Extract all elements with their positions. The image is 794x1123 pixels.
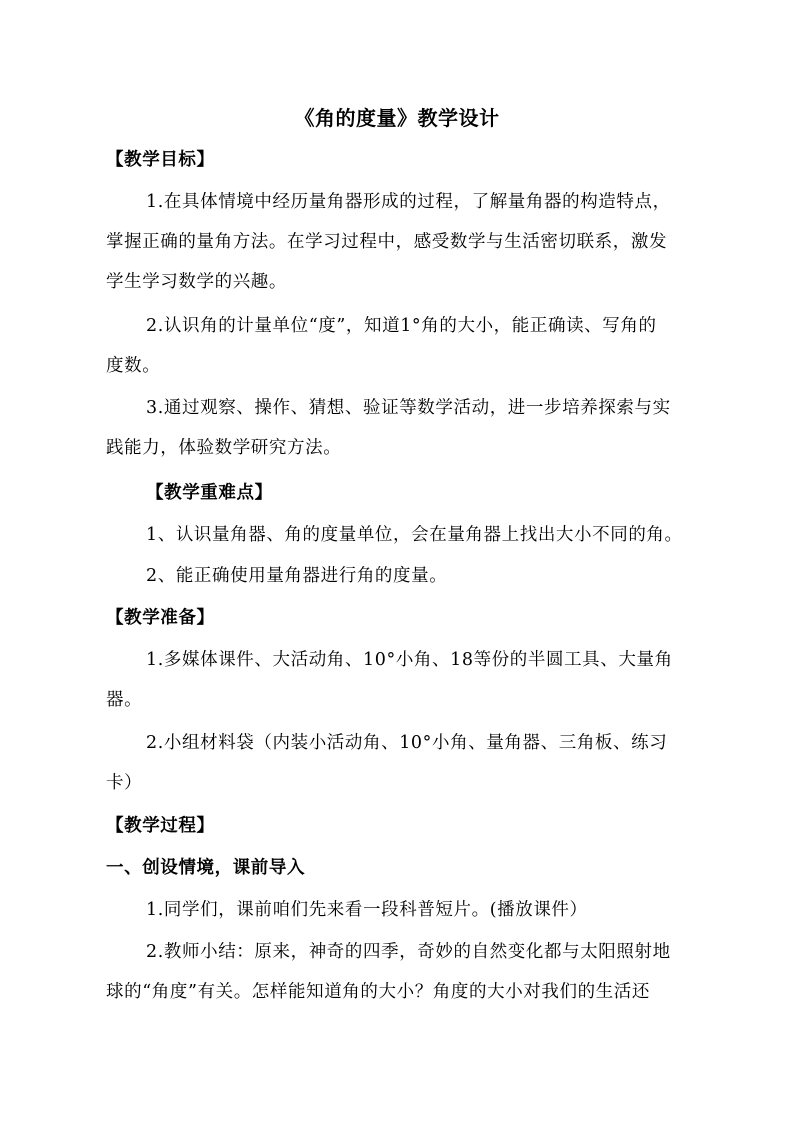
objective-1-line-2: 掌握正确的量角方法。在学习过程中，感受数学与生活密切联系，激发 xyxy=(106,232,668,252)
key-points-heading: 【教学重难点】 xyxy=(146,483,273,503)
objective-1-line-3: 学生学习数学的兴趣。 xyxy=(106,272,287,292)
objective-2-line-1: 2.认识角的计量单位“度”，知道1°角的大小，能正确读、写角的 xyxy=(146,316,657,336)
preparation-heading: 【教学准备】 xyxy=(106,608,215,628)
process-item-2-line-1: 2.教师小结：原来，神奇的四季，奇妙的自然变化都与太阳照射地 xyxy=(146,942,671,962)
preparation-1-line-2: 器。 xyxy=(106,690,143,710)
process-heading: 【教学过程】 xyxy=(106,816,215,836)
preparation-1-line-1: 1.多媒体课件、大活动角、10°小角、18等份的半圆工具、大量角 xyxy=(146,650,673,670)
process-item-2-line-2: 球的“角度”有关。怎样能知道角的大小？角度的大小对我们的生活还 xyxy=(106,982,650,1002)
objective-1-line-1: 1.在具体情境中经历量角器形成的过程，了解量角器的构造特点， xyxy=(146,192,671,212)
key-point-2: 2、能正确使用量角器进行角的度量。 xyxy=(146,566,448,586)
objective-3-line-2: 践能力，体验数学研究方法。 xyxy=(106,438,342,458)
document-title: 《角的度量》教学设计 xyxy=(294,106,500,130)
preparation-2-line-1: 2.小组材料袋（内装小活动角、10°小角、量角器、三角板、练习 xyxy=(146,733,668,753)
section-1-heading: 一、创设情境，课前导入 xyxy=(106,858,306,878)
objective-3-line-1: 3.通过观察、操作、猜想、验证等数学活动，进一步培养探索与实 xyxy=(146,398,671,418)
preparation-2-line-2: 卡） xyxy=(106,773,143,793)
key-point-1: 1、认识量角器、角的度量单位，会在量角器上找出大小不同的角。 xyxy=(146,525,683,545)
objective-2-line-2: 度数。 xyxy=(106,356,161,376)
objectives-heading: 【教学目标】 xyxy=(106,150,215,170)
process-item-1: 1.同学们，课前咱们先来看一段科普短片。(播放课件） xyxy=(146,900,588,920)
